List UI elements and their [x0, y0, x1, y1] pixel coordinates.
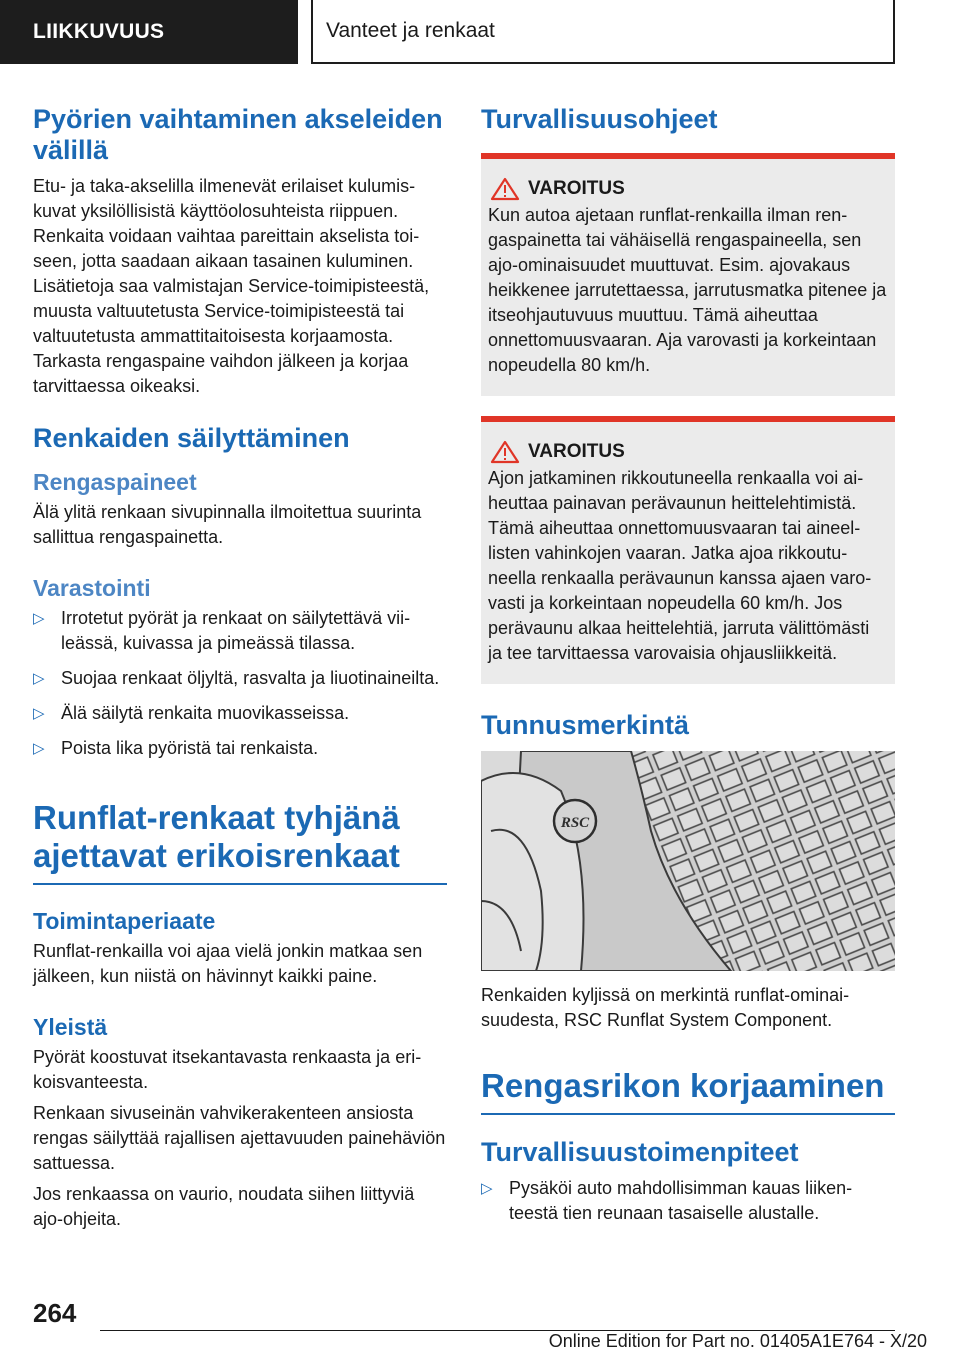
safety-list: [481, 1176, 895, 1226]
page-number: 264: [33, 1298, 77, 1328]
left-column: [33, 104, 447, 1238]
warning-label: VAROITUS: [528, 441, 625, 462]
paragraph-tire-pressure: Älä ylitä renkaan sivupinnalla ilmoitettua suurinta sallittua rengaspainetta.: [33, 502, 422, 547]
storage-list: [33, 606, 447, 761]
paragraph-axle-rotation: Etu- ja taka-akselilla ilmenevät erilaiset kulumiskuvat yksilöllisistä käyttöolosuhteista riippuen. Renkaita voidaan vaihtaa pareittain akselista toiseen, jotta saadaan aikaan tasainen kuluminen. Lisätietoja saa valmistajan Service-toimipisteestä, muusta valtuutetusta Service-toimipisteestä tai valtuutetusta ammattitaitoisesta korjaamosta. Tarkasta rengaspaine vaihdon jälkeen ja korjaa tarvittaessa oikeaksi.: [33, 176, 430, 396]
triangle-bullet-icon: ▷: [33, 670, 45, 687]
warning-triangle-icon: [490, 440, 520, 464]
paragraph-general-3: Jos renkaassa on vaurio, noudata siihen liittyviä ajo-ohjeita.: [33, 1184, 415, 1229]
warning-header: [488, 177, 887, 201]
warning-box-2: [481, 416, 895, 684]
list-item: ▷ Poista lika pyöristä tai renkaista.: [33, 736, 447, 761]
rsc-logo-text: RSC: [560, 815, 590, 831]
warning-triangle-icon: [490, 177, 520, 201]
triangle-bullet-icon: ▷: [481, 1180, 493, 1197]
heading-general: Yleistä: [33, 1014, 108, 1040]
heading-safety-measures: Turvallisuustoimenpiteet: [481, 1137, 799, 1167]
paragraph-general-1: Pyörät koostuvat itsekantavasta renkaasta ja erikoisvanteesta.: [33, 1047, 422, 1092]
triangle-bullet-icon: ▷: [33, 610, 45, 627]
heading-principle: Toimintaperiaate: [33, 908, 216, 934]
page-header: [0, 0, 960, 66]
chapter-tab: Vanteet ja renkaat: [311, 0, 895, 64]
heading-tire-storage: Renkaiden säilyttäminen: [33, 423, 350, 453]
section-tab: LIIKKUVUUS: [0, 0, 298, 64]
heading-marking: Tunnusmerkintä: [481, 710, 690, 740]
heading-repair-block: [481, 1067, 895, 1115]
warning-box-1: [481, 153, 895, 396]
figure-caption: Renkaiden kyljissä on merkintä runflat-ominaisuudesta, RSC Runflat System Component.: [481, 985, 850, 1030]
warning-text: Ajon jatkaminen rikkoutuneella renkaalla voi aiheuttaa painavan perävaunun heittelehtimistä. Tämä aiheuttaa onnettomuusvaaran tai aineellisten vahinkojen vaaran. Jatka ajoa rikkoutuneella renkaalla perävaunun kanssa ajaen varovasti ja korkeintaan nopeudella 60 km/h. Jos perävaunu alkaa heittelehtiä, jarruta välittömästi ja tee tarvittaessa varovaisia ohjausliikkeitä.: [488, 468, 872, 663]
edition-note: Online Edition for Part no. 01405A1E764 - X/20: [548, 1331, 927, 1351]
list-item: ▷ Älä säilytä renkaita muovikasseissa.: [33, 701, 447, 726]
paragraph-principle: Runflat-renkailla voi ajaa vielä jonkin matkaa sen jälkeen, kun niistä on hävinnyt kaikki paine.: [33, 941, 423, 986]
tire-illustration: [481, 751, 895, 971]
heading-tire-pressure: Rengaspaineet: [33, 469, 197, 495]
heading-runflat-block: [33, 799, 447, 885]
heading-axle-rotation: Pyörien vaihtaminen akseleiden välillä: [33, 104, 443, 165]
warning-label: VAROITUS: [528, 178, 625, 199]
right-column: [481, 104, 895, 1236]
heading-storage: Varastointi: [33, 575, 151, 601]
page-footer: [0, 1288, 960, 1362]
list-item: ▷ Suojaa renkaat öljyltä, rasvalta ja liuotinaineilta.: [33, 666, 447, 691]
paragraph-general-2: Renkaan sivuseinän vahvikerakenteen ansiosta rengas säilyttää rajallisen ajettavuuden painehäviön sattuessa.: [33, 1103, 446, 1173]
list-item: ▷ Pysäköi auto mahdollisimman kauas liikenteestä tien reunaan tasaiselle alustalle.: [481, 1178, 853, 1223]
tire-drawing: [481, 751, 895, 971]
warning-header: [488, 440, 887, 464]
triangle-bullet-icon: ▷: [33, 705, 45, 722]
list-item: ▷ Irrotetut pyörät ja renkaat on säilytettävä viileässä, kuivassa ja pimeässä tilassa.: [33, 608, 411, 653]
warning-text: Kun autoa ajetaan runflat-renkailla ilman rengaspainetta tai vähäisellä rengaspaineella, sen ajo-ominaisuudet muuttuvat. Esim. ajovakaus heikkenee jarrutettaessa, jarrutusmatka pitenee ja itseohjautuvuus muuttuu. Tämä aiheuttaa onnettomuusvaaran. Aja varovasti ja korkeintaan nopeudella 80 km/h.: [488, 205, 887, 375]
triangle-bullet-icon: ▷: [33, 740, 45, 757]
heading-runflat: Runflat-renkaat tyhjänä ajettavat erikoisrenkaat: [33, 799, 400, 874]
heading-repair: Rengasrikon korjaaminen: [481, 1067, 885, 1104]
heading-safety: Turvallisuusohjeet: [481, 104, 718, 134]
